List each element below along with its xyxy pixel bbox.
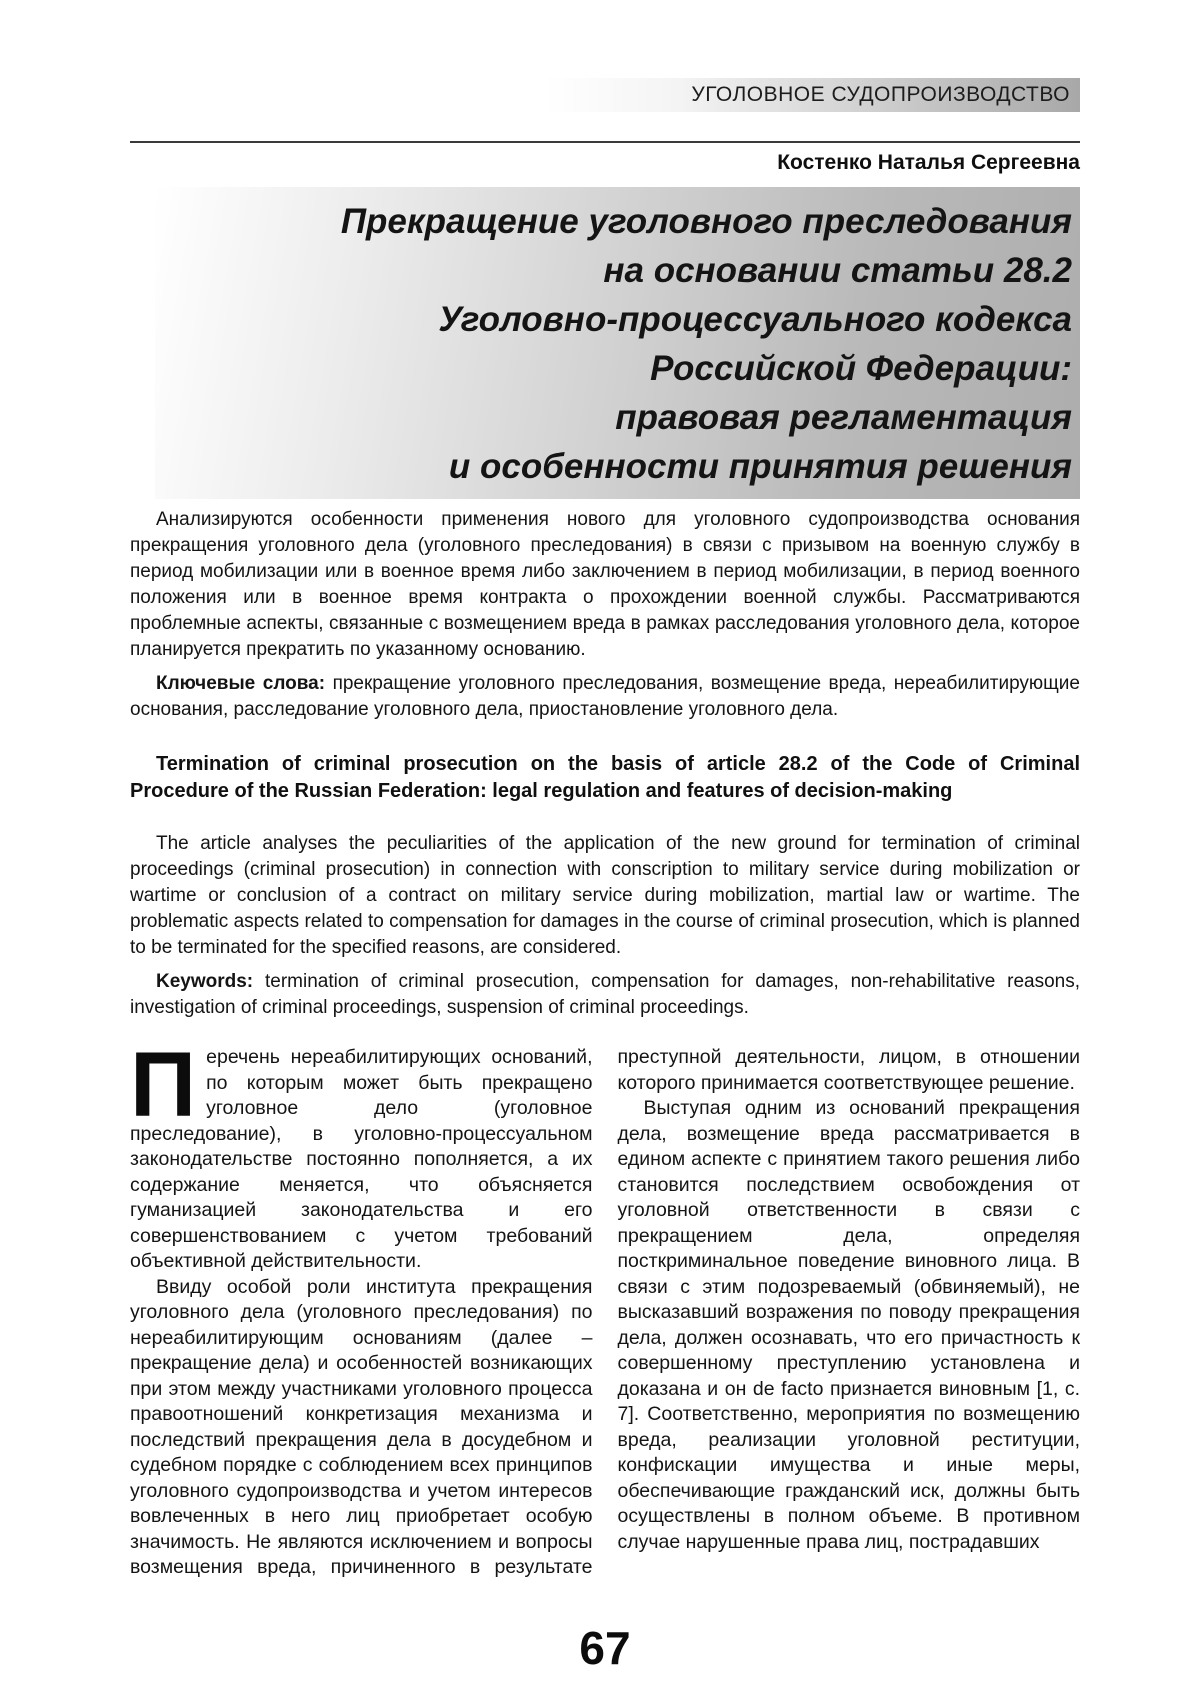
page-number: 67: [579, 1622, 631, 1674]
header-divider-rule: [130, 141, 1080, 143]
section-header-banner: УГОЛОВНОЕ СУДОПРОИЗВОДСТВО: [545, 78, 1080, 112]
title-line-1: Прекращение уголовного преследования: [340, 202, 1072, 241]
body-paragraph-2: Ввиду особой роли института прекращения уголовного дела (уголовного преследования) по нереабилитирующим основаниям (далее – прекращение дела) и особенностей возникающих при этом между участниками уголовного процесса правоотношений конкретизация механизма и последствий прекращения дела в досудебном и судебном порядке с соблюдением всех принципов уголовного судопроизводства и учетом интересов вовлеченных в него лиц приобретает особую значимость. Не являются исключением и вопросы возмещения вреда, причиненного в результате преступной деятельности, лицом, в отношении которого принимается соответствующее решение.: [130, 1046, 1080, 1578]
title-line-4: Российской Федерации:: [650, 349, 1072, 388]
keywords-english-label: Keywords:: [156, 971, 254, 992]
body-paragraph-3: Выступая одним из оснований прекращения дела, возмещение вреда рассматривается в едином аспекте с принятием такого решения либо становится последствием освобождения от уголовной ответственности в связи с прекращением дела, определяя посткриминальное поведение виновного лица. В связи с этим подозреваемый (обвиняемый), не высказавший возражения по поводу прекращения дела, должен осознавать, что его причастность к совершенному преступлению установлена и доказана и он de facto признается виновным [1, с. 7]. Соответственно, мероприятия по возмещению вреда, реализации уголовной реституции, конфискации имущества и иные меры, обеспечивающие гражданский иск, должны быть осуществлены в полном объеме. В противном случае нарушенные права лиц, пострадавших: [617, 1097, 1080, 1553]
title-english: Termination of criminal prosecution on the basis of article 28.2 of the Code of Criminal Procedure of the Russian Federation: legal regulation and features of decision-making: [130, 753, 1080, 802]
page-content: [130, 78, 1080, 1675]
keywords-russian: [130, 671, 1080, 723]
abstract-english: The article analyses the peculiarities of the application of the new ground for termination of criminal proceedings (criminal prosecution) in connection with conscription to military service during mobilization or wartime or conclusion of a contract on military service during mobilization, martial law or wartime. The problematic aspects related to compensation for damages in the course of criminal prosecution, which is planned to be terminated for the specified reasons, are considered.: [130, 833, 1080, 958]
body-paragraph-1: [130, 1045, 593, 1275]
body-paragraph-1-text: еречень нереабилитирующих оснований, по которым может быть прекращено уголовное дело (уголовное преследование), в уголовно-процессуальном законодательстве постоянно пополняется, а их содержание меняется, что объясняется гуманизацией законодательства и его совершенствованием с учетом требований объективной действительности.: [130, 1046, 593, 1272]
abstract-russian: Анализируются особенности применения нового для уголовного судопроизводства основания прекращения уголовного дела (уголовного преследования) в связи с призывом на военную службу в период мобилизации или в военное время либо заключением в период мобилизации, в период военного положения или в военное время контракта о прохождении военной службы. Рассматриваются проблемные аспекты, связанные с возмещением вреда в рамках расследования уголовного дела, которое планируется прекратить по указанному основанию.: [130, 509, 1080, 660]
body-columns: [130, 1045, 1080, 1585]
keywords-russian-label: Ключевые слова:: [156, 673, 326, 694]
keywords-english-text: termination of criminal prosecution, compensation for damages, non-rehabilitative reasons, investigation of criminal proceedings, suspension of criminal proceedings.: [130, 971, 1080, 1018]
keywords-english: [130, 969, 1080, 1021]
title-line-3: Уголовно-процессуального кодекса: [438, 300, 1072, 339]
dropcap-letter: П: [130, 1045, 197, 1136]
article-title-block: [155, 187, 1080, 499]
keywords-russian-text: прекращение уголовного преследования, возмещение вреда, нереабилитирующие основания, расследование уголовного дела, приостановление уголовного дела.: [130, 673, 1080, 720]
author-name: Костенко Наталья Сергеевна: [777, 151, 1080, 174]
title-line-6: и особенности принятия решения: [448, 447, 1072, 486]
title-line-2: на основании статьи 28.2: [603, 251, 1072, 290]
title-line-5: правовая регламентация: [615, 398, 1072, 437]
